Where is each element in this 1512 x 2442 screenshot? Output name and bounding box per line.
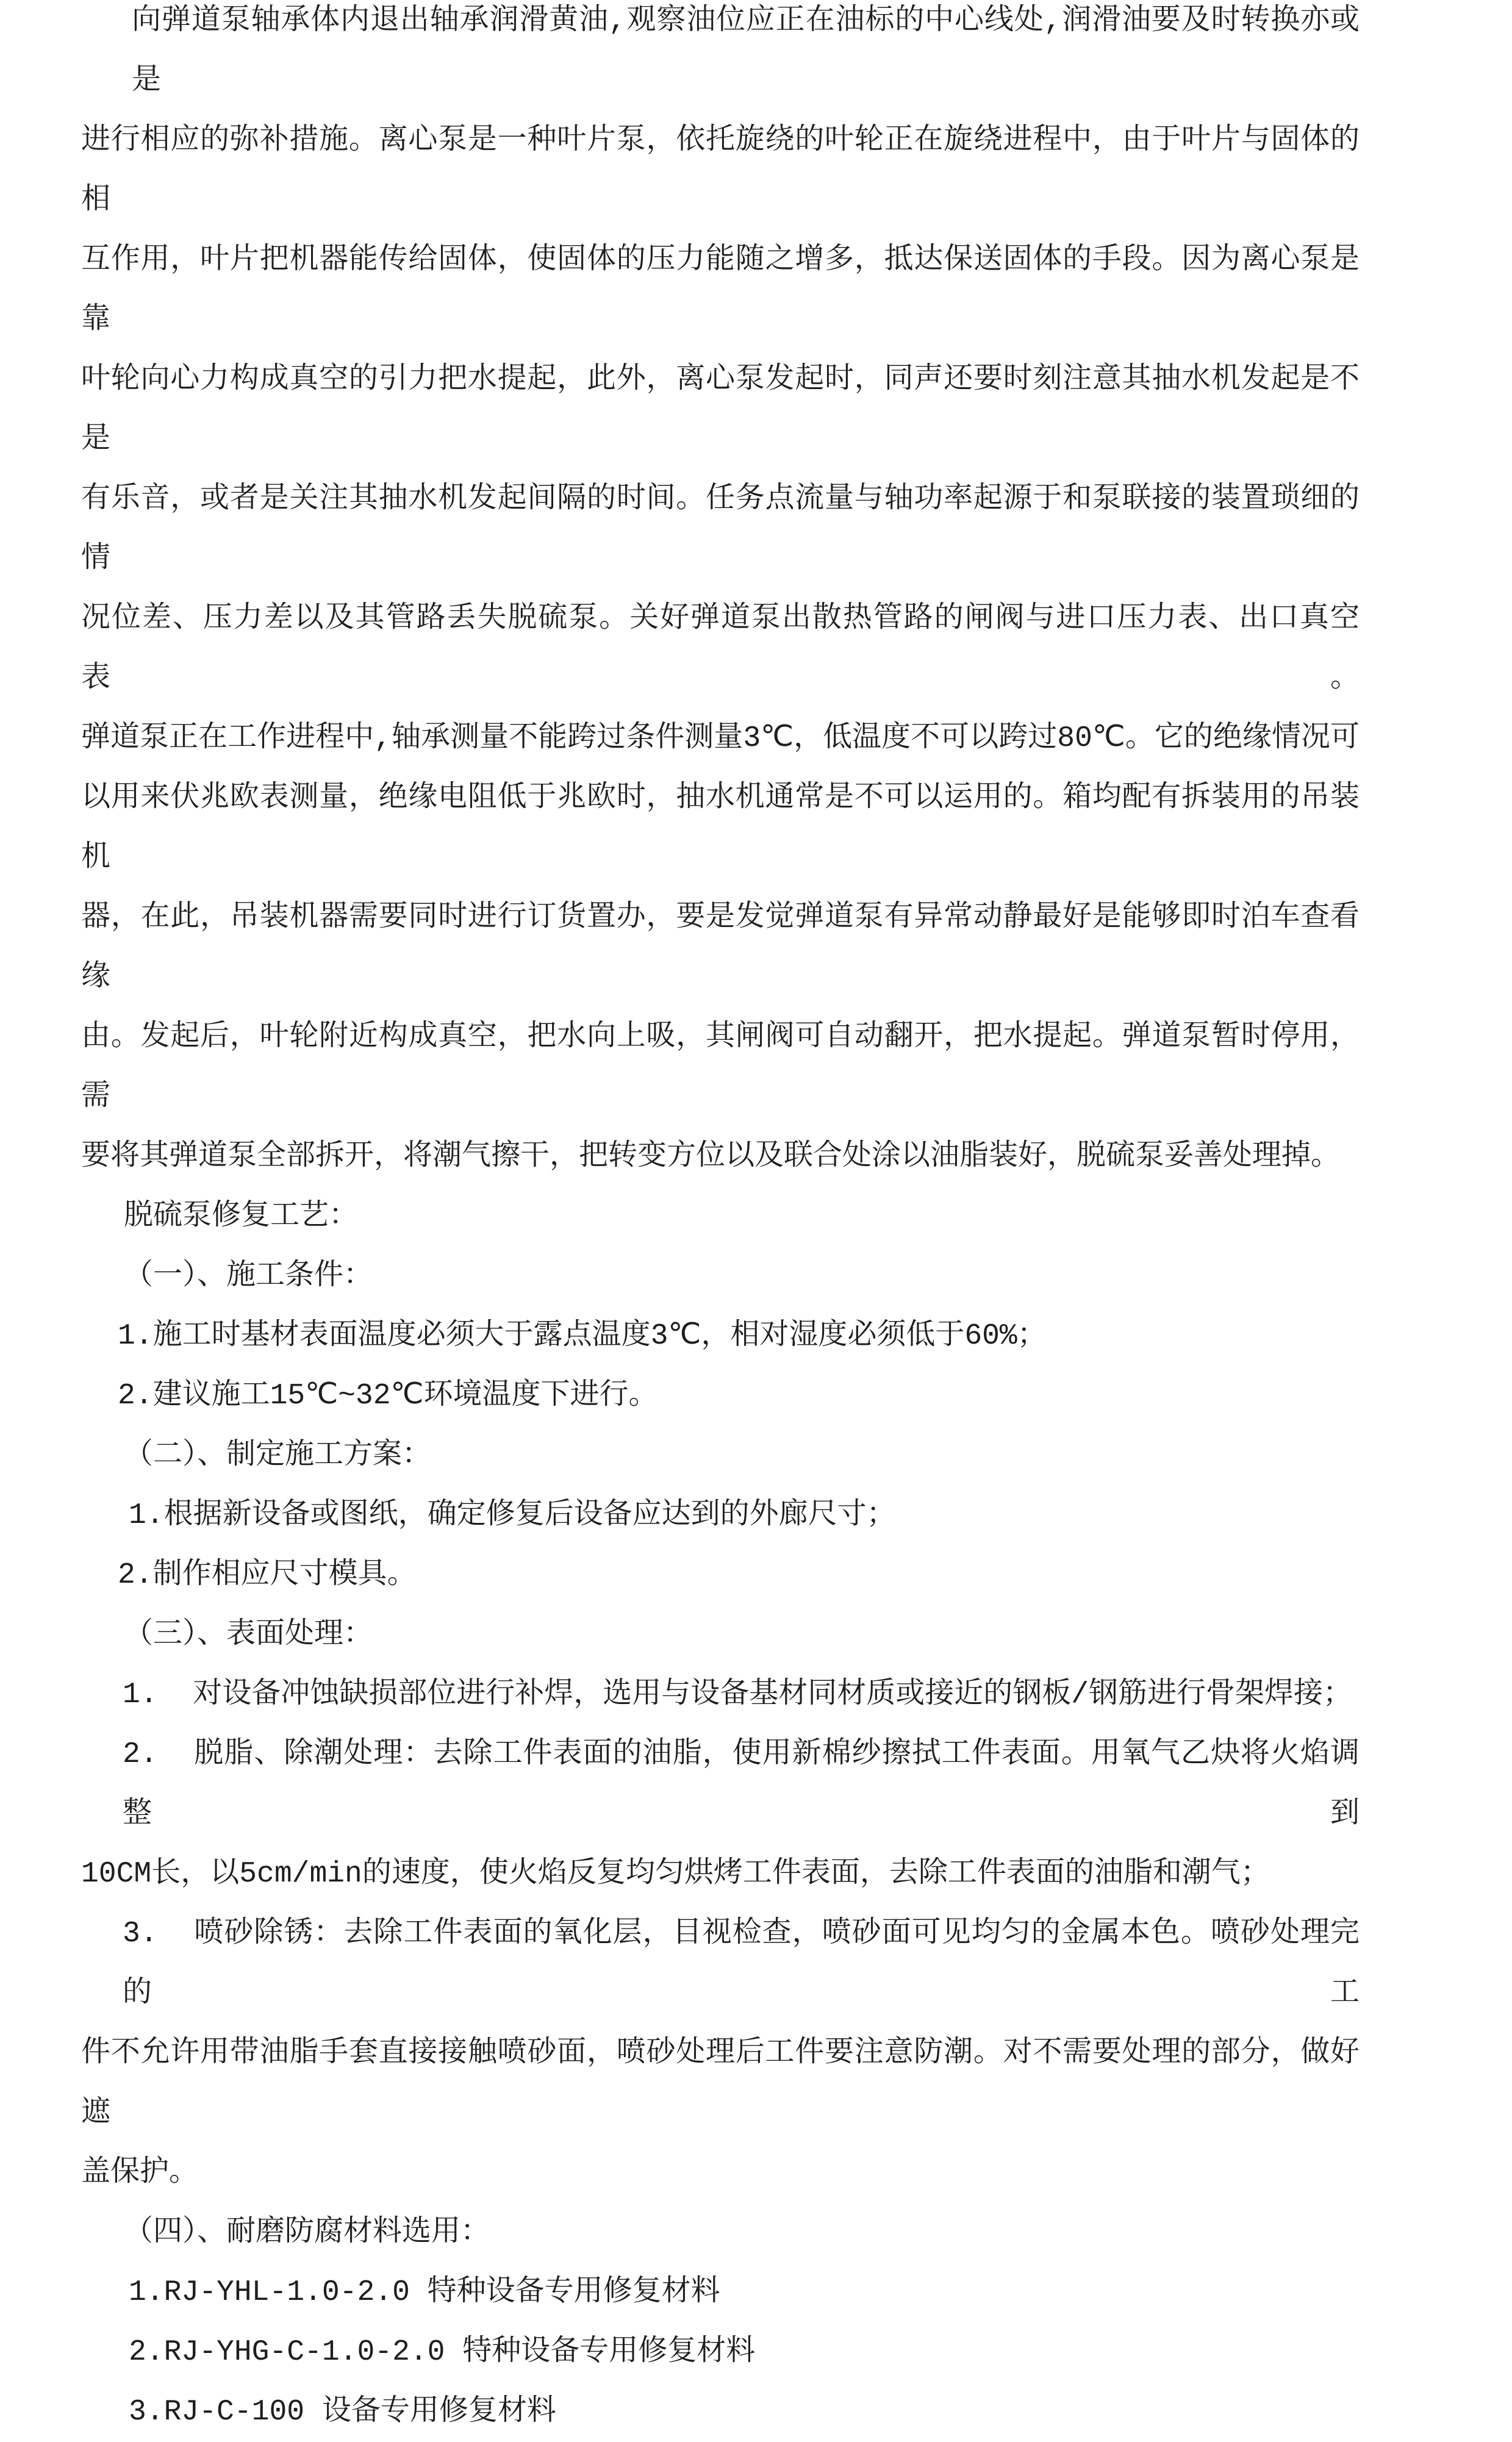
surface-item-3: 3. 喷砂除锈：去除工件表面的氧化层，目视检查，喷砂面可见均匀的金属本色。喷砂处理完的工 xyxy=(123,1917,1360,2010)
surface-item-3-end: 盖保护。 xyxy=(81,2157,199,2190)
section-heading-4: （四）、耐磨防腐材料选用： xyxy=(124,2216,490,2249)
plan-item-2: 2.制作相应尺寸模具。 xyxy=(118,1559,417,1592)
paragraph-line-3: 互作用，叶片把机器能传给固体，使固体的压力能随之增多，抵达保送固体的手段。因为离心泵是靠 xyxy=(81,244,1360,337)
paragraph-line-11: 要将其弹道泵全部拆开，将潮气擦干，把转变方位以及联合处涂以油脂装好，脱硫泵妥善处理掉。 xyxy=(81,1140,1341,1173)
condition-item-1: 1.施工时基材表面温度必须大于露点温度3℃，相对湿度必须低于60%； xyxy=(118,1320,1047,1353)
surface-item-3-continued: 件不允许用带油脂手套直接接触喷砂面，喷砂处理后工件要注意防潮。对不需要处理的部分，做好遮 xyxy=(81,2037,1360,2130)
section-heading-3: （三）、表面处理： xyxy=(124,1619,373,1652)
material-item-2: 2.RJ-YHG-C-1.0-2.0 特种设备专用修复材料 xyxy=(129,2336,756,2369)
paragraph-line-7: 弹道泵正在工作进程中,轴承测量不能跨过条件测量3℃，低温度不可以跨过80℃。它的绝缘情况可 xyxy=(81,722,1360,755)
condition-item-2: 2.建议施工15℃~32℃环境温度下进行。 xyxy=(118,1380,658,1413)
surface-item-1: 1. 对设备冲蚀缺损部位进行补焊，选用与设备基材同材质或接近的钢板/钢筋进行骨架焊接； xyxy=(123,1678,1353,1711)
plan-item-1: 1.根据新设备或图纸，确定修复后设备应达到的外廊尺寸； xyxy=(129,1499,896,1532)
material-item-3: 3.RJ-C-100 设备专用修复材料 xyxy=(129,2396,556,2429)
paragraph-line-9: 器，在此，吊装机器需要同时进行订货置办，要是发觉弹道泵有异常动静最好是能够即时泊车查看缘 xyxy=(81,901,1360,994)
paragraph-line-4: 叶轮向心力构成真空的引力把水提起，此外，离心泵发起时，同声还要时刻注意其抽水机发起是不是 xyxy=(81,363,1360,456)
paragraph-line-5: 有乐音，或者是关注其抽水机发起间隔的时间。任务点流量与轴功率起源于和泵联接的装置琐细的情 xyxy=(81,483,1360,576)
repair-process-title: 脱硫泵修复工艺： xyxy=(124,1200,359,1233)
section-heading-2: （二）、制定施工方案： xyxy=(124,1439,432,1472)
paragraph-line-1: 向弹道泵轴承体内退出轴承润滑黄油,观察油位应正在油标的中心线处,润滑油要及时转换亦或是 xyxy=(132,5,1360,98)
paragraph-line-8: 以用来伏兆欧表测量，绝缘电阻低于兆欧时，抽水机通常是不可以运用的。箱均配有拆装用的吊装机 xyxy=(81,782,1360,875)
paragraph-line-6: 况位差、压力差以及其管路丢失脱硫泵。关好弹道泵出散热管路的闸阀与进口压力表、出口真空表。 xyxy=(81,603,1360,695)
material-item-1: 1.RJ-YHL-1.0-2.0 特种设备专用修复材料 xyxy=(129,2276,720,2309)
paragraph-line-10: 由。发起后，叶轮附近构成真空，把水向上吸，其闸阀可自动翻开，把水提起。弹道泵暂时停用，需 xyxy=(81,1021,1360,1114)
surface-item-2: 2. 脱脂、除潮处理：去除工件表面的油脂，使用新棉纱擦拭工件表面。用氧气乙炔将火焰调整到 xyxy=(123,1738,1360,1831)
section-heading-1: （一）、施工条件： xyxy=(124,1260,373,1293)
surface-item-2-continued: 10CM长，以5cm/min的速度，使火焰反复均匀烘烤工件表面，去除工件表面的油脂和潮气； xyxy=(81,1858,1270,1891)
paragraph-line-2: 进行相应的弥补措施。离心泵是一种叶片泵，依托旋绕的叶轮正在旋绕进程中，由于叶片与固体的相 xyxy=(81,124,1360,217)
